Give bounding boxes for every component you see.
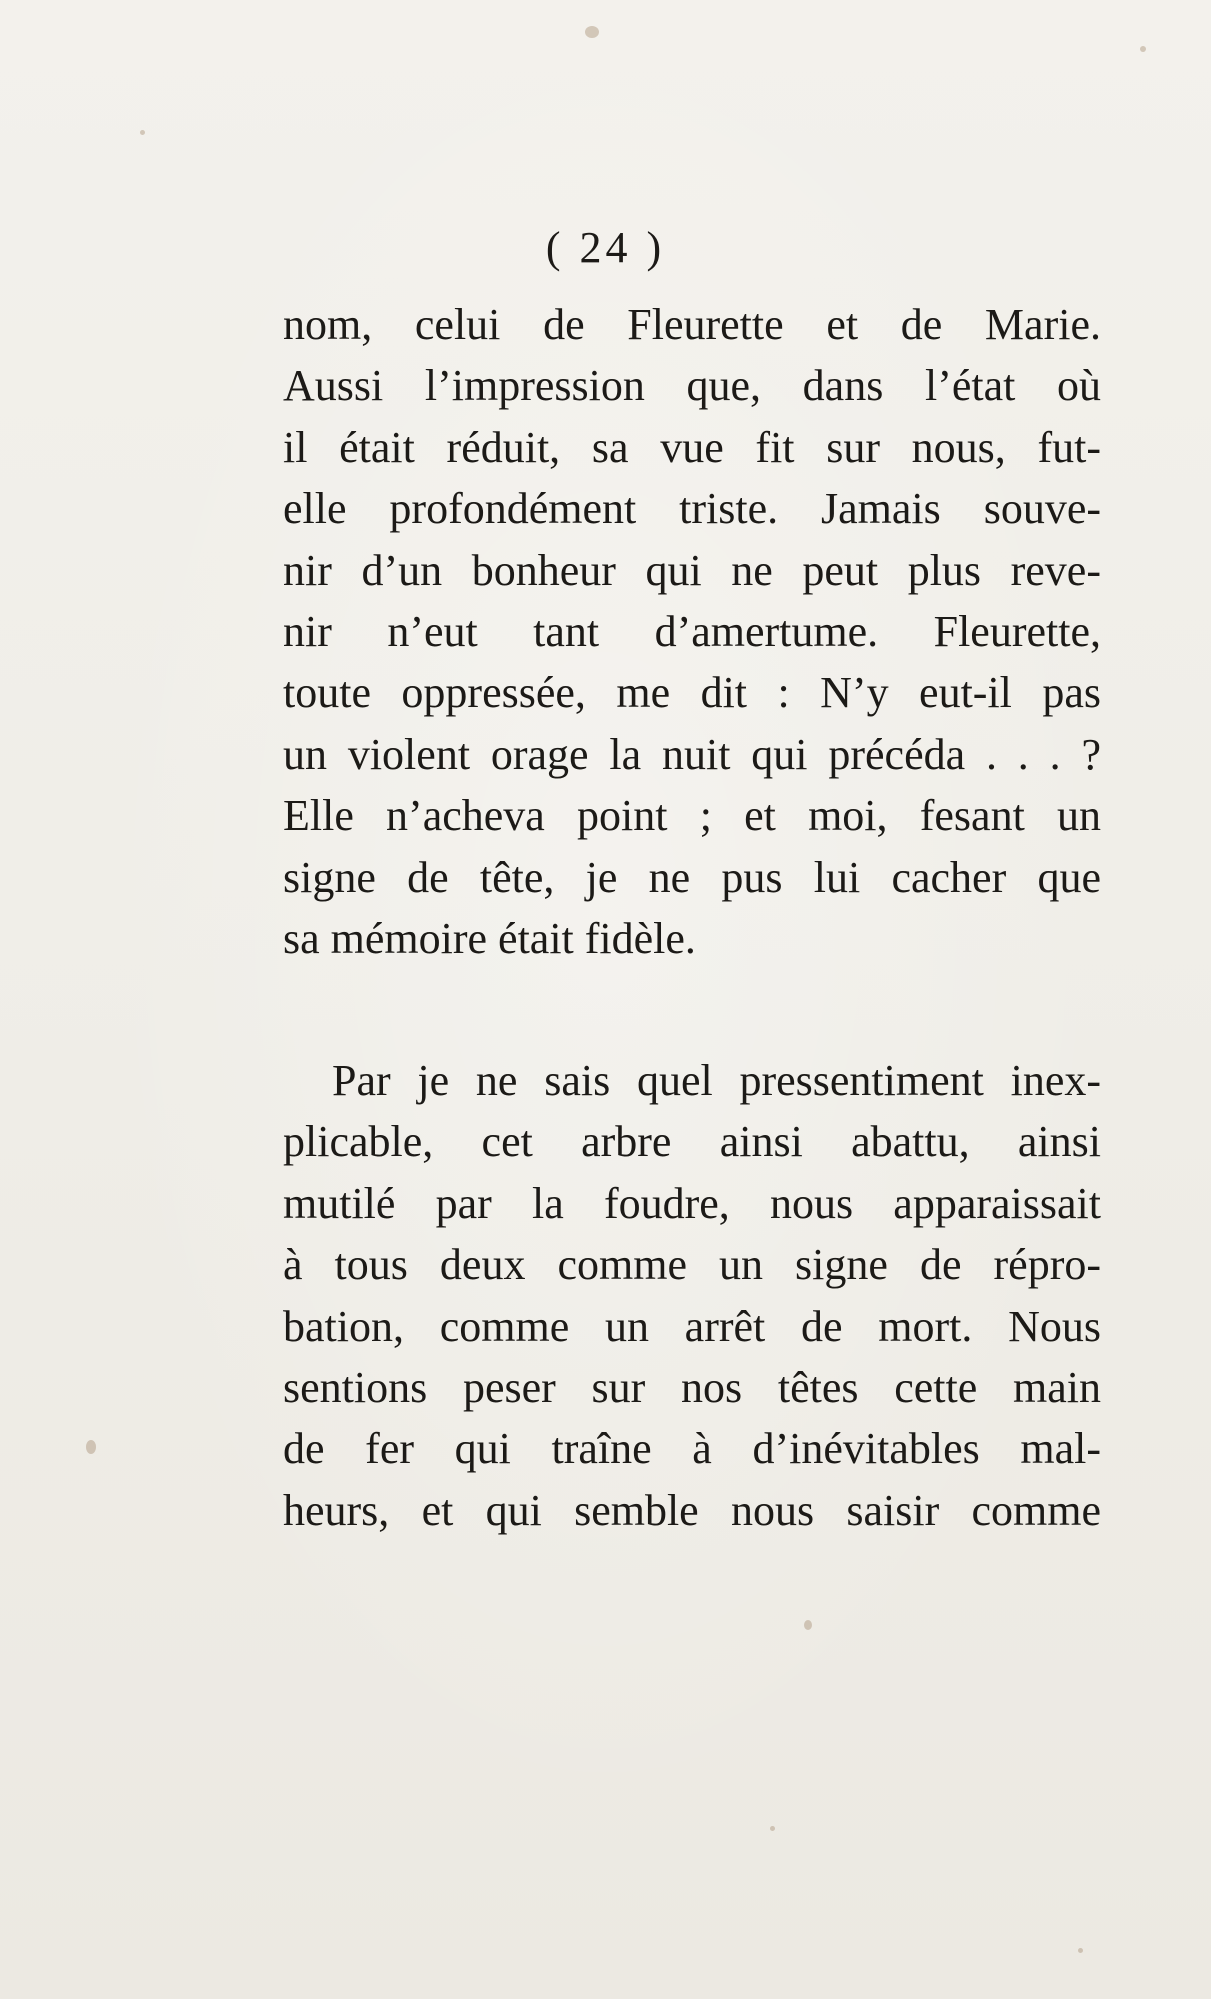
text-line: toute oppressée, me dit : N’y eut-il pas	[283, 668, 1101, 718]
text-line: un violent orage la nuit qui précéda . . . ?	[283, 729, 1101, 779]
paper-spot	[804, 1620, 812, 1630]
text-line: bation, comme un arrêt de mort. Nous	[283, 1301, 1101, 1351]
text-line: elle profondément triste. Jamais souve-	[283, 484, 1101, 534]
text-line: de fer qui traîne à d’inévitables mal-	[283, 1424, 1101, 1474]
paper-spot	[86, 1440, 96, 1454]
paper-spot	[1078, 1948, 1083, 1953]
text-line: il était réduit, sa vue fit sur nous, fut-	[283, 422, 1101, 472]
paragraph	[283, 294, 1101, 969]
text-line: sa mémoire était fidèle.	[283, 914, 696, 964]
paper-spot	[770, 1826, 775, 1831]
text-line: nir d’un bonheur qui ne peut plus reve-	[283, 545, 1101, 595]
text-line: Elle n’acheva point ; et moi, fesant un	[283, 791, 1101, 841]
paper-spot	[585, 26, 599, 38]
text-line: heurs, et qui semble nous saisir comme	[283, 1485, 1101, 1535]
text-line: signe de tête, je ne pus lui cacher que	[283, 852, 1101, 902]
text-line: plicable, cet arbre ainsi abattu, ainsi	[283, 1117, 1101, 1167]
text-line: nom, celui de Fleurette et de Marie.	[283, 300, 1101, 349]
text-line: à tous deux comme un signe de répro-	[283, 1240, 1101, 1290]
text-line: sentions peser sur nos têtes cette main	[283, 1363, 1101, 1413]
paragraph	[283, 1050, 1101, 1541]
page-number: ( 24 )	[545, 223, 666, 272]
text-line: Par je ne sais quel pressentiment inex-	[332, 1056, 1101, 1105]
paper-spot	[1140, 46, 1146, 52]
text-line: Aussi l’impression que, dans l’état où	[283, 361, 1101, 411]
text-line: nir n’eut tant d’amertume. Fleurette,	[283, 607, 1101, 657]
paper-spot	[140, 130, 145, 135]
text-line: mutilé par la foudre, nous apparaissait	[283, 1178, 1101, 1228]
